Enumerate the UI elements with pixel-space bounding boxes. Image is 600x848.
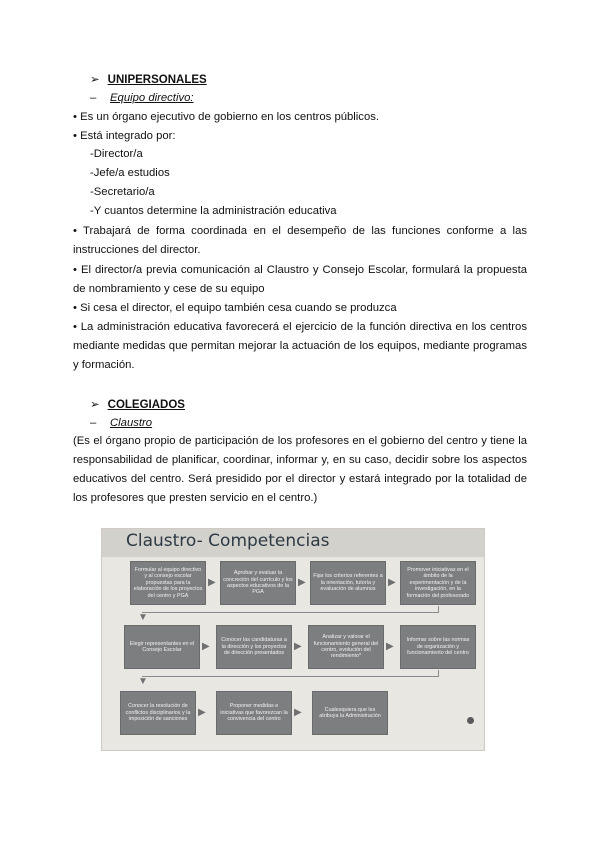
member-item: -Jefe/a estudios — [90, 167, 170, 179]
subheading-claustro: – Claustro — [90, 417, 153, 429]
competency-box: Promover iniciativas en el ámbito de la experimentación y de la investigación, en la formación del profesorado — [400, 561, 476, 605]
claustro-competencias-photo — [101, 528, 485, 751]
photo-title: Claustro- Competencias — [126, 531, 330, 551]
competency-box: Proponer medidas e iniciativas que favorezcan la convivencia del centro — [216, 691, 292, 735]
paragraph-administracion: • La administración educativa favorecerá el ejercicio de la función directiva en los centros mediante medidas que permitan mejorar la actuación de los equipos, mediante programas y formación. — [73, 321, 527, 371]
arrow-down-icon: ▼ — [138, 612, 148, 623]
paragraph-director: • El director/a previa comunicación al Claustro y Consejo Escolar, formulará la propuesta de nombramiento y cese de su equipo — [73, 264, 527, 295]
member-item: -Director/a — [90, 148, 143, 160]
connector-line — [142, 676, 439, 677]
competency-box: Formular al equipo directivo y al consejo escolar propuestas para la elaboración de los proyectos del centro y PGA — [130, 561, 206, 605]
arrow-right-icon: ▶ — [294, 707, 302, 718]
heading-colegiados: ➢ COLEGIADOS — [90, 399, 185, 411]
arrow-bullet-icon: ➢ — [90, 399, 100, 411]
competency-box: Fijar los criterios referentes a la orientación, tutoría y evaluación de alumnos — [310, 561, 386, 605]
competency-box: Cualesquiera que les atribuya la Administración — [312, 691, 388, 735]
arrow-right-icon: ▶ — [386, 641, 394, 652]
paragraph-coordination: • Trabajará de forma coordinada en el desempeño de las funciones conforme a las instrucciones del director. — [73, 225, 527, 256]
heading-unipersonales: ➢ UNIPERSONALES — [90, 74, 207, 86]
paragraph-claustro: (Es el órgano propio de participación de los profesores en el gobierno del centro y tiene la responsabilidad de planificar, coordinar, informar y, en su caso, decidir sobre los aspectos educativos del centro. Será presidido por el director y estará integrado por la totalidad de los profesores que presten servicio en el centro.) — [73, 435, 527, 504]
bullet-line-1: • Es un órgano ejecutivo de gobierno en los centros públicos. — [73, 111, 380, 123]
bullet-line-2: • Está integrado por: — [73, 130, 176, 142]
arrow-right-icon: ▶ — [202, 641, 210, 652]
competency-box: Aprobar y evaluar la concreción del currículo y los aspectos educativos de la PGA — [220, 561, 296, 605]
member-item: -Secretario/a — [90, 186, 155, 198]
member-item: -Y cuantos determine la administración educativa — [90, 205, 337, 217]
arrow-bullet-icon: ➢ — [90, 74, 100, 86]
arrow-right-icon: ▶ — [294, 641, 302, 652]
competency-box: Analizar y valorar el funcionamiento general del centro, evolución del rendimiento* — [308, 625, 384, 669]
paragraph-cese: • Si cesa el director, el equipo también cesa cuando se produzca — [73, 302, 397, 314]
dot-marker-icon — [467, 717, 474, 724]
competency-box: Elegir representantes en el Consejo Escolar — [124, 625, 200, 669]
arrow-right-icon: ▶ — [208, 577, 216, 588]
competency-box: Conocer las candidaturas a la dirección y los proyectos de dirección presentados — [216, 625, 292, 669]
competency-box: Conocer la resolución de conflictos disciplinarios y la imposición de sanciones — [120, 691, 196, 735]
subheading-equipo-directivo: – Equipo directivo: — [90, 92, 194, 104]
connector-line — [142, 612, 439, 613]
competency-box: Informar sobre las normas de organización y funcionamiento del centro — [400, 625, 476, 669]
arrow-right-icon: ▶ — [298, 577, 306, 588]
arrow-down-icon: ▼ — [138, 676, 148, 687]
arrow-right-icon: ▶ — [198, 707, 206, 718]
arrow-right-icon: ▶ — [388, 577, 396, 588]
